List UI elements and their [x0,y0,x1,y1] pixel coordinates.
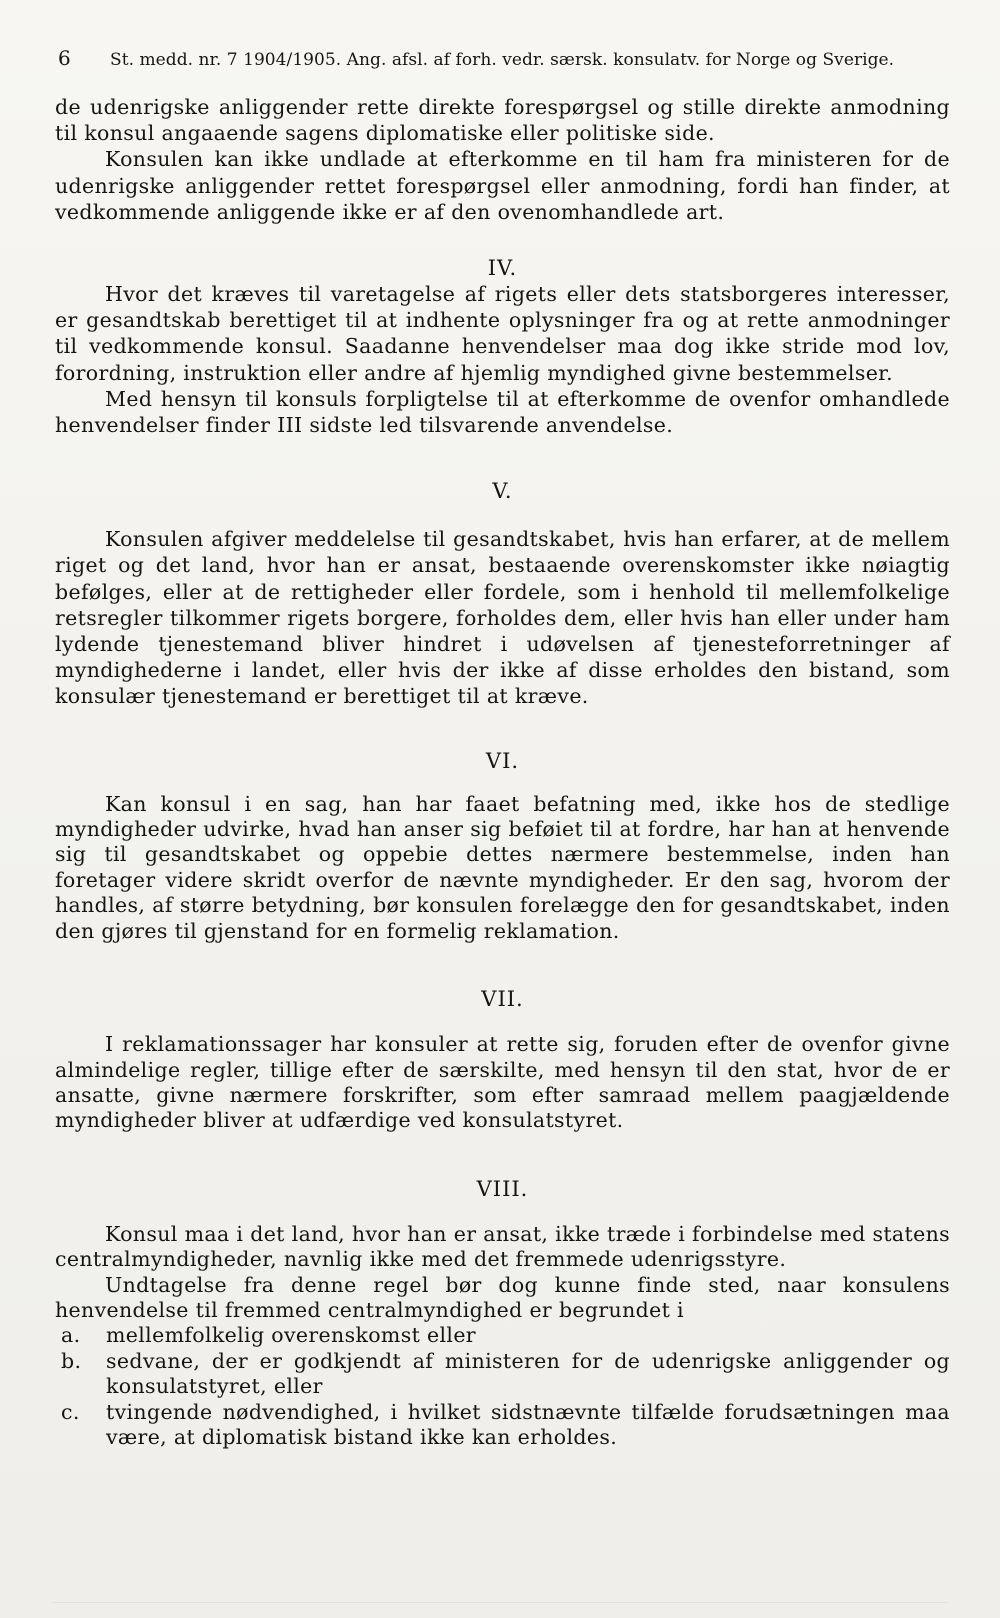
section-heading: VI. [485,748,520,773]
section-v [55,478,950,709]
section-paragraph: I reklamationssager har konsuler at rette sig, foruden efter de ovenfor givne almindelige regler, tillige efter de særskilte, med hensyn til den stat, hvor de er ansatte, givne nærmere forskrifter, som efter samraad mellem paagjældende myndigheder bliver at udfærdige ved konsulatstyret. [55,1032,950,1133]
section-iv [55,255,950,438]
section-heading: V. [492,479,513,504]
list-marker: a. [61,1323,81,1348]
running-title: St. medd. nr. 7 1904/1905. Ang. afsl. af forh. vedr. særsk. konsulatv. for Norge og Sverige. [110,50,895,70]
section-heading: IV. [487,256,518,281]
page-number: 6 [58,46,71,70]
intro-paragraph-2: Konsulen kan ikke undlade at efterkomme en til ham fra ministeren for de udenrigske anliggender rettet forespørgsel eller anmodning, fordi han finder, at vedkommende anliggende ikke er af den ovenomhandlede art. [55,147,950,224]
section-paragraph: Hvor det kræves til varetagelse af rigets eller dets statsborgeres interesser, er gesandtskab berettiget til at indhente oplysninger fra og at rette anmodninger til vedkommende konsul. Saadanne henvendelser maa dog ikke stride mod lov, forordning, instruktion eller andre af hjemlig myndighed givne bestemmelser. [55,282,950,385]
list-marker: b. [61,1348,82,1373]
section-paragraph: Konsul maa i det land, hvor han er ansat, ikke træde i forbindelse med statens centralmyndigheder, navnlig ikke med det fremmede udenrigsstyre. [55,1221,950,1272]
list-item [55,1323,950,1348]
list-marker: c. [61,1399,80,1424]
intro-paragraph-1: de udenrigske anliggender rette direkte forespørgsel og stille direkte anmodning til konsul angaaende sagens diplomatiske eller politiske side. [55,95,950,146]
section-heading: VII. [481,987,524,1012]
section-paragraph: Kan konsul i en sag, han har faaet befatning med, ikke hos de stedlige myndigheder udvirke, hvad han anser sig beføiet til at fordre, har han at henvende sig til gesandtskabet og oppebie dettes nærmere bestemmelse, inden han foretager videre skridt overfor de nævnte myndigheder. Er den sag, hvorom der handles, af større betydning, bør konsulen forelægge den for gesandtskabet, inden den gjøres til gjenstand for en formelig reklamation. [55,791,950,943]
list-item [55,1400,950,1451]
section-vii [55,986,950,1134]
document-body [55,94,950,1450]
page-edge-rule [52,1602,948,1603]
list-text: tvingende nødvendighed, i hvilket sidstnævnte tilfælde forudsætningen maa være, at diplomatisk bistand ikke kan erholdes. [106,1399,950,1449]
section-heading: VIII. [476,1176,529,1201]
conditions-list [55,1323,950,1450]
page-header [58,46,948,70]
section-paragraph: Med hensyn til konsuls forpligtelse til at efterkomme de ovenfor omhandlede henvendelser finder III sidste led tilsvarende anvendelse. [55,386,950,438]
section-vi [55,748,950,944]
list-text: mellemfolkelig overenskomst eller [106,1323,476,1348]
list-text: sedvane, der er godkjendt af ministeren for de udenrigske anliggender og konsulatstyret, eller [106,1348,950,1399]
section-paragraph: Konsulen afgiver meddelelse til gesandtskabet, hvis han erfarer, at de mellem riget og det land, hvor han er ansat, bestaaende overenskomster ikke nøiagtig befølges, eller at de rettigheder eller fordele, som i henhold til mellemfolkelige retsregler tilkommer rigets borgere, forholdes dem, eller hvis han eller under ham lydende tjenestemand bliver hindret i udøvelsen af tjenesteforretninger af myndighederne i landet, eller hvis der ikke af disse erholdes den bistand, som konsulær tjenestemand er berettiget til at kræve. [55,527,950,709]
section-paragraph: Undtagelse fra denne regel bør dog kunne finde sted, naar konsulens henvendelse til fremmed centralmyndighed er begrundet i [55,1272,950,1322]
list-item [55,1349,950,1400]
section-viii [55,1176,950,1451]
